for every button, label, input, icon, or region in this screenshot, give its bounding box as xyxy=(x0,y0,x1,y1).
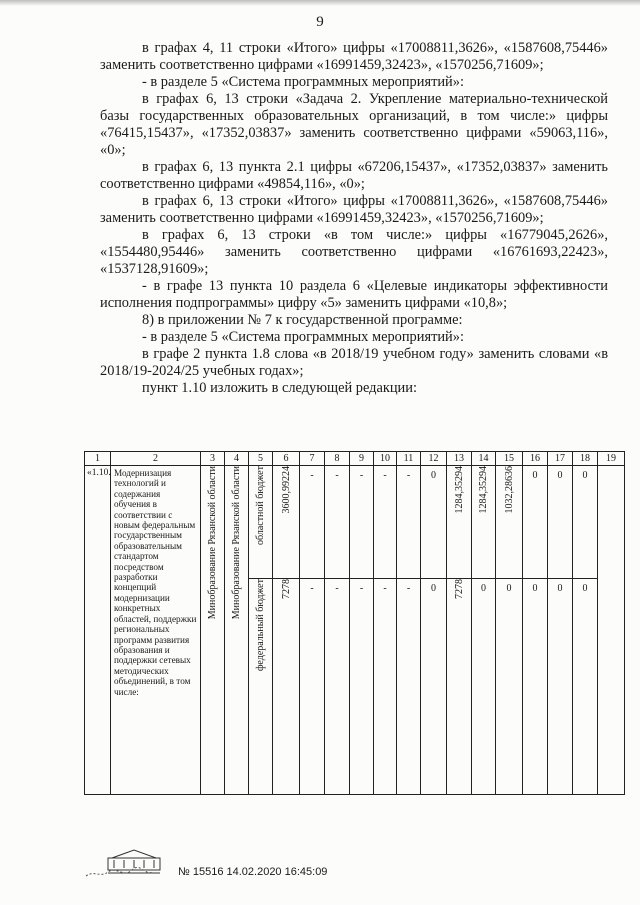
cell-value: - xyxy=(335,583,339,594)
value-cell xyxy=(472,579,496,795)
value-cell xyxy=(421,466,447,579)
col-header: 8 xyxy=(325,452,350,466)
col-header: 1 xyxy=(85,452,111,466)
col-header: 10 xyxy=(374,452,397,466)
cell-value: 1032,28636 xyxy=(503,466,515,514)
value-cell xyxy=(300,579,325,795)
cell-value: - xyxy=(310,470,314,481)
value-cell xyxy=(447,579,472,795)
col-header: 5 xyxy=(249,452,273,466)
value-cell xyxy=(374,579,397,795)
value-cell xyxy=(397,466,421,579)
value-cell xyxy=(496,579,523,795)
paragraph-2: - в разделе 5 «Система программных мероприятий»: xyxy=(142,74,464,90)
value-cell xyxy=(421,579,447,795)
col-header: 18 xyxy=(573,452,598,466)
paragraph-8: 8) в приложении № 7 к государственной программе: xyxy=(142,312,463,328)
total-cell xyxy=(273,466,300,579)
paragraph-10: в графе 2 пункта 1.8 слова «в 2018/19 учебном году» заменить словами «в 2018/19-2024/25 учебных годах»; xyxy=(100,346,608,379)
col-header: 16 xyxy=(523,452,548,466)
col-header: 9 xyxy=(350,452,374,466)
col-header: 14 xyxy=(472,452,496,466)
col-header: 6 xyxy=(273,452,300,466)
cell-value: 1284,35294 xyxy=(453,466,465,514)
value-cell xyxy=(350,579,374,795)
value-cell xyxy=(573,466,598,579)
total-cell xyxy=(273,579,300,795)
col-header: 3 xyxy=(201,452,225,466)
value-cell xyxy=(573,579,598,795)
value-cell xyxy=(447,466,472,579)
value-cell xyxy=(325,466,350,579)
cell-value: 0 xyxy=(532,583,538,594)
col-header: 13 xyxy=(447,452,472,466)
cell-value: - xyxy=(359,583,364,594)
value-cell xyxy=(496,466,523,579)
cell-value: 0 xyxy=(506,583,512,594)
table-header-row xyxy=(85,452,625,466)
cell-value: - xyxy=(335,470,339,481)
cell-value: - xyxy=(359,470,364,481)
cell-value: 0 xyxy=(557,470,563,481)
col-header: 12 xyxy=(421,452,447,466)
paragraph-5: в графах 6, 13 строки «Итого» цифры «17008811,3626», «1587608,75446» заменить соответственно цифрами «16991459,32423», «1570256,71609»; xyxy=(100,193,608,226)
source-cell xyxy=(249,466,273,579)
funding-source: областной бюджет xyxy=(255,466,266,546)
empty-cell xyxy=(598,466,625,795)
scan-edge-shadow xyxy=(0,0,640,6)
executor-cell xyxy=(225,466,249,795)
value-cell xyxy=(548,466,573,579)
cell-value: 0 xyxy=(532,470,538,481)
source-cell xyxy=(249,579,273,795)
cell-value: 0 xyxy=(431,470,436,481)
value-cell xyxy=(397,579,421,795)
cell-value: - xyxy=(383,583,387,594)
col-header: 17 xyxy=(548,452,573,466)
cell-value: 0 xyxy=(481,583,486,594)
col-header: 19 xyxy=(598,452,625,466)
value-cell xyxy=(548,579,573,795)
executor-1: Минобразование Рязанской области xyxy=(207,466,218,620)
col-header: 2 xyxy=(111,452,201,466)
paragraph-6: в графах 6, 13 строки «в том числе:» цифры «16779045,2626», «1554480,95446» заменить соответственно цифрами «16761693,22423», «1537128,91609»; xyxy=(100,227,608,277)
cell-value: - xyxy=(406,470,411,481)
col-header: 11 xyxy=(397,452,421,466)
registration-stamp-text: № 15516 14.02.2020 16:45:09 xyxy=(178,866,328,878)
page-number: 9 xyxy=(316,14,324,30)
cell-value: 0 xyxy=(582,470,588,481)
value-cell xyxy=(374,466,397,579)
paragraph-11: пункт 1.10 изложить в следующей редакции: xyxy=(142,380,417,396)
paragraph-1: в графах 4, 11 строки «Итого» цифры «17008811,3626», «1587608,75446» заменить соответственно цифрами «16991459,32423», «1570256,71609»; xyxy=(100,40,608,73)
funding-source: федеральный бюджет xyxy=(255,579,266,672)
table-row xyxy=(85,466,625,579)
executor-2: Минобразование Рязанской области xyxy=(231,466,242,620)
col-header: 7 xyxy=(300,452,325,466)
cell-value: 0 xyxy=(431,583,436,594)
paragraph-9: - в разделе 5 «Система программных мероприятий»: xyxy=(142,329,464,345)
value-cell xyxy=(325,579,350,795)
paragraph-3: в графах 6, 13 строки «Задача 2. Укрепление материально-технической базы государственных образовательных организаций, в том числе:» цифры «76415,15437», «17352,03837» заменить соответственно цифрами «59063,116», «0»; xyxy=(100,91,608,158)
value-cell xyxy=(472,466,496,579)
value-cell xyxy=(523,466,548,579)
col-header: 4 xyxy=(225,452,249,466)
program-measures-table xyxy=(84,451,625,795)
paragraph-4: в графах 6, 13 пункта 2.1 цифры «67206,15437», «17352,03837» заменить соответственно цифрами «49854,116», «0»; xyxy=(100,159,608,192)
value-cell xyxy=(300,466,325,579)
cell-value: - xyxy=(406,583,411,594)
col-header: 15 xyxy=(496,452,523,466)
value-cell xyxy=(350,466,374,579)
cell-value: 7278 xyxy=(453,579,465,599)
scribble-mark-icon xyxy=(84,866,154,880)
value-cell xyxy=(523,579,548,795)
cell-value: 1284,35294 xyxy=(478,466,489,514)
total-value: 7278 xyxy=(280,579,292,599)
item-number: «1.10. xyxy=(85,466,111,795)
cell-value: 0 xyxy=(557,583,563,594)
cell-value: 0 xyxy=(582,583,588,594)
executor-cell xyxy=(201,466,225,795)
document-body xyxy=(100,40,608,397)
cell-value: - xyxy=(383,470,387,481)
cell-value: - xyxy=(310,583,314,594)
paragraph-7: - в графе 13 пункта 10 раздела 6 «Целевые индикаторы эффективности исполнения подпрограммы» цифру «5» заменить цифрами «10,8»; xyxy=(100,278,608,311)
item-name: Модернизация технологий и содержания обучения в соответствии с новым федеральным государственным образовательным стандартом посредством разработки концепций модернизации конкретных областей, поддержки региональных программ развития образования и поддержки сетевых методических объединений, в том числе: xyxy=(111,466,201,795)
total-value: 3600,99224 xyxy=(280,466,292,514)
